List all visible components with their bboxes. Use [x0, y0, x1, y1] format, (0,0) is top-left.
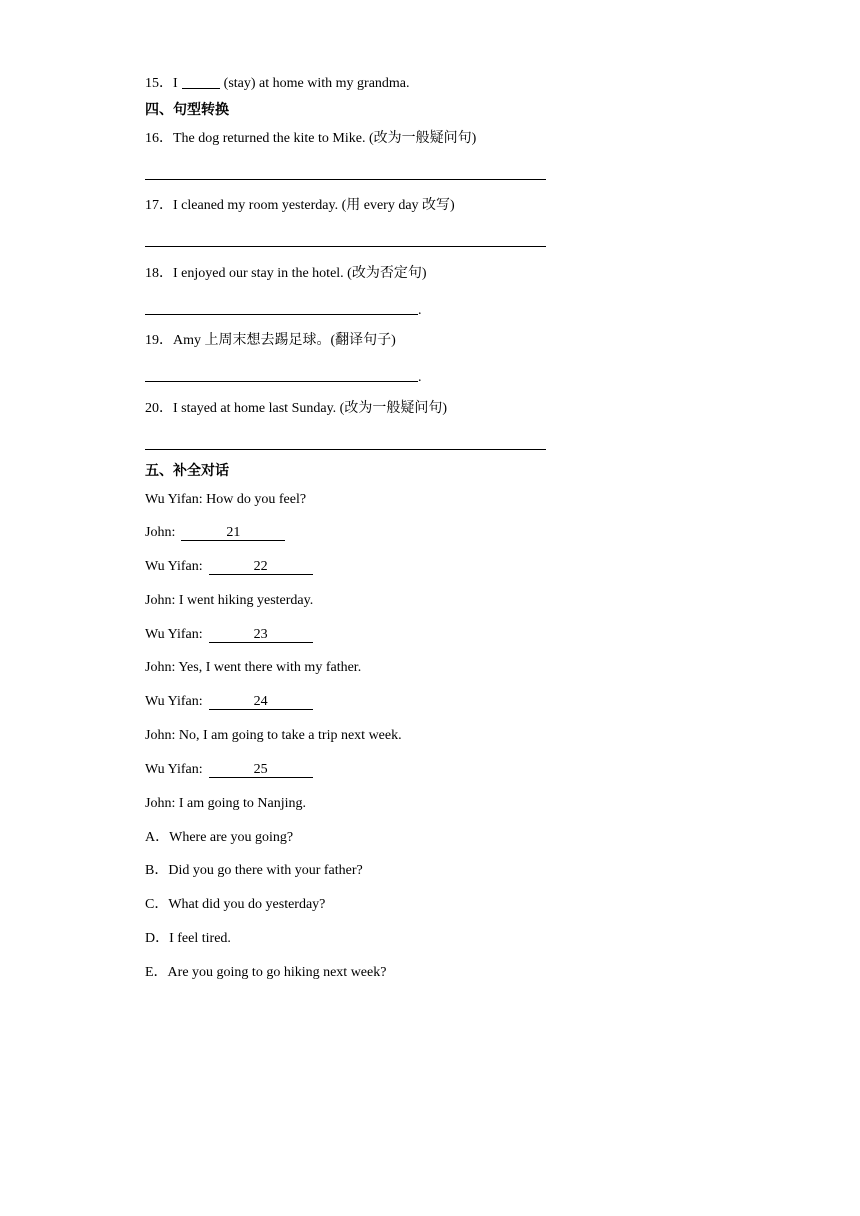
- answer-line-18[interactable]: [145, 314, 418, 315]
- answer-line-18-period: .: [418, 303, 422, 318]
- gap-25[interactable]: 25: [209, 762, 313, 778]
- dialogue-line-10: John: I am going to Nanjing.: [145, 796, 306, 811]
- gap-22[interactable]: 22: [209, 559, 313, 575]
- question-15-blank[interactable]: [182, 74, 220, 89]
- gap-21[interactable]: 21: [181, 525, 285, 541]
- gap-23[interactable]: 23: [209, 627, 313, 643]
- dialogue-line-7: [145, 693, 313, 711]
- dialogue-line-2: [145, 524, 285, 542]
- dialogue-line-9: [145, 761, 313, 779]
- dialogue-line-4: John: I went hiking yesterday.: [145, 593, 314, 608]
- dialogue-speaker: John:: [145, 525, 176, 540]
- dialogue-speaker: Wu Yifan:: [145, 559, 203, 574]
- question-15-text: (stay) at home with my grandma.: [223, 76, 410, 91]
- option-b: B．Did you go there with your father?: [145, 863, 363, 878]
- option-e: E．Are you going to go hiking next week?: [145, 965, 387, 980]
- question-15: [145, 74, 410, 93]
- answer-line-19[interactable]: [145, 381, 418, 382]
- option-d: D．I feel tired.: [145, 931, 231, 946]
- dialogue-speaker: Wu Yifan:: [145, 762, 203, 777]
- answer-line-19-period: .: [418, 370, 422, 385]
- option-a: A．Where are you going?: [145, 830, 294, 845]
- question-20: 20．I stayed at home last Sunday. (改为一般疑问句): [145, 401, 447, 416]
- question-17: 17．I cleaned my room yesterday. (用 every day 改写): [145, 198, 455, 213]
- section-4-heading: 四、句型转换: [145, 102, 229, 118]
- dialogue-line-3: [145, 558, 313, 576]
- section-5-heading: 五、补全对话: [145, 463, 229, 479]
- dialogue-line-8: John: No, I am going to take a trip next week.: [145, 728, 402, 743]
- option-c: C．What did you do yesterday?: [145, 897, 326, 912]
- dialogue-speaker: Wu Yifan:: [145, 694, 203, 709]
- question-19: 19．Amy 上周末想去踢足球。(翻译句子): [145, 333, 396, 348]
- dialogue-line-1: Wu Yifan: How do you feel?: [145, 492, 307, 507]
- dialogue-speaker: Wu Yifan:: [145, 627, 203, 642]
- gap-24[interactable]: 24: [209, 694, 313, 710]
- answer-line-16[interactable]: [145, 179, 546, 180]
- question-15-number: 15．I: [145, 76, 178, 91]
- answer-line-17[interactable]: [145, 246, 546, 247]
- question-18: 18．I enjoyed our stay in the hotel. (改为否定句): [145, 266, 427, 281]
- question-16: 16．The dog returned the kite to Mike. (改为一般疑问句): [145, 131, 477, 146]
- dialogue-line-5: [145, 626, 313, 644]
- answer-line-20[interactable]: [145, 449, 546, 450]
- dialogue-line-6: John: Yes, I went there with my father.: [145, 660, 362, 675]
